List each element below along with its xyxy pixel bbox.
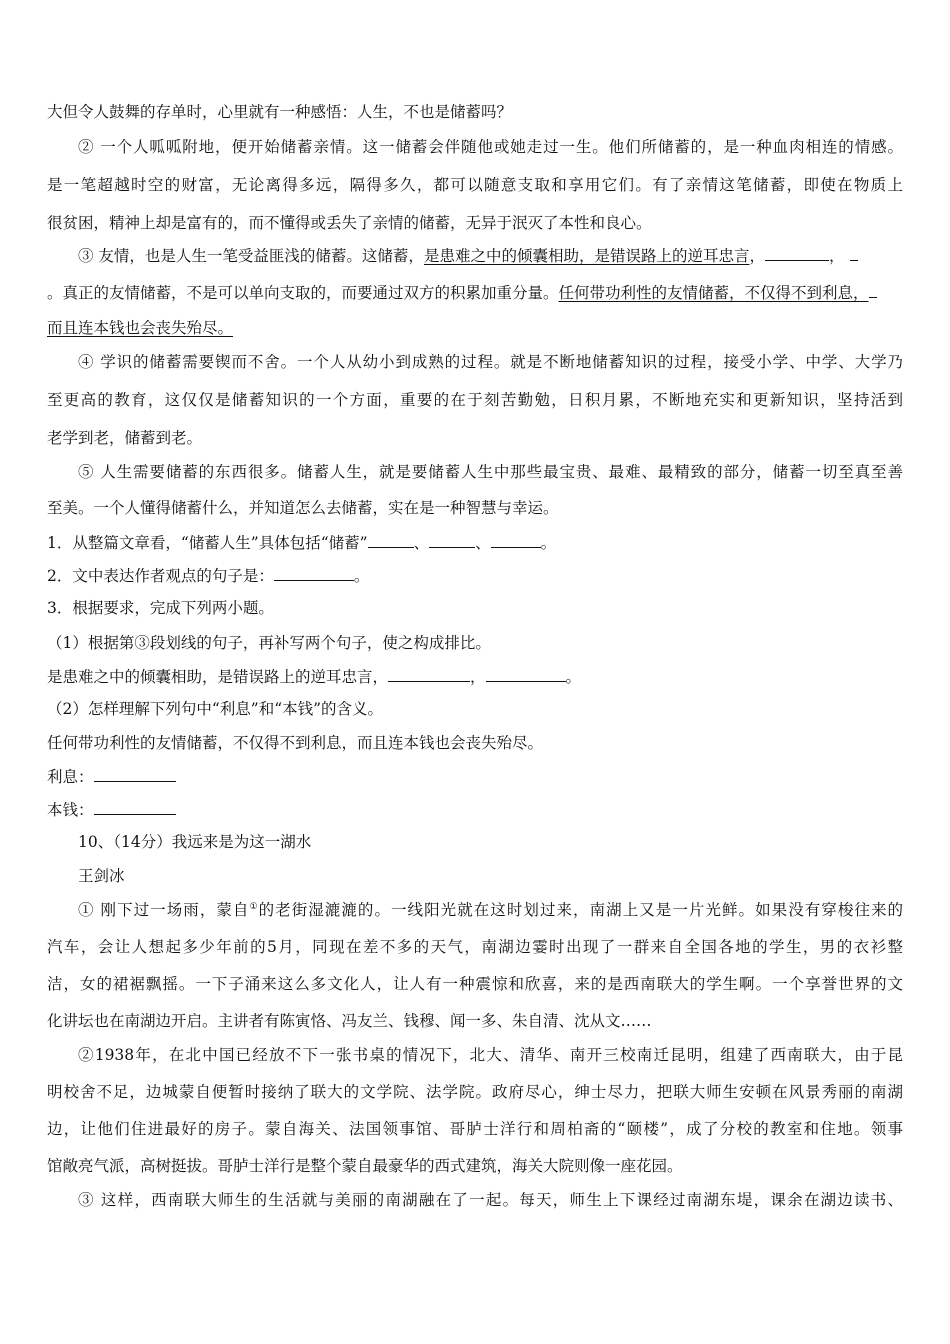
underlined-sentence: 是患难之中的倾囊相助，是错误路上的逆耳忠言 xyxy=(423,247,750,265)
author-name: 王剑冰 xyxy=(78,867,125,885)
answer-blank[interactable] xyxy=(429,532,475,548)
answer-blank[interactable] xyxy=(765,245,829,261)
answer-blank[interactable] xyxy=(491,532,541,548)
section-10-paragraph-3-line: ③ 这样，西南联大师生的生活就与美丽的南湖融在了一起。每天，师生上下课经过南湖东堤，课余在湖边读书、 xyxy=(78,1191,903,1209)
paragraph-4-line: ④ 学识的储蓄需要锲而不舍。一个人从幼小到成熟的过程。就是不断地储蓄知识的过程，接受小学、中学、大学乃 xyxy=(78,353,903,371)
benqian-answer-line: 本钱： xyxy=(47,799,176,820)
answer-blank[interactable] xyxy=(94,799,176,815)
section-10-paragraph-2-line: 边，让他们住进最好的房子。蒙自海关、法国领事馆、哥胪士洋行和周柏斋的“颐楼”，成了分校的教室和住地。领事 xyxy=(47,1120,903,1138)
text-line: 大但令人鼓舞的存单时，心里就有一种感悟：人生，不也是储蓄吗？ xyxy=(47,103,513,121)
paragraph-2-line: 很贫困，精神上却是富有的，而不懂得或丢失了亲情的储蓄，无异于泯灭了本性和良心。 xyxy=(47,214,652,232)
section-10-paragraph-1-line: 化讲坛也在南湖边开启。主讲者有陈寅恪、冯友兰、钱穆、闻一多、朱自清、沈从文…… xyxy=(47,1012,652,1030)
paragraph-3-line xyxy=(47,318,233,338)
question-3-1: （1）根据第③段划线的句子，再补写两个句子，使之构成排比。 xyxy=(47,634,491,652)
answer-blank[interactable] xyxy=(388,666,470,682)
paragraph-2-line: 是一笔超越时空的财富，无论离得多远，隔得多久，都可以随意支取和享用它们。有了亲情这笔储蓄，即使在物质上 xyxy=(47,176,903,194)
paragraph-4-line: 至更高的教育，这仅仅是储蓄知识的一个方面，重要的在于刻苦勤勉，日积月累，不断地充实和更新知识，坚持活到 xyxy=(47,391,903,409)
section-10-paragraph-1-line: 洁，女的裙裾飘摇。一下子涌来这么多文化人，让人有一种震惊和欣喜，来的是西南联大的学生啊。一个享誉世界的文 xyxy=(47,975,903,993)
section-10-paragraph-2-line: ②1938年，在北中国已经放不下一张书桌的情况下，北大、清华、南开三校南迁昆明，组建了西南联大，由于昆 xyxy=(78,1046,903,1064)
section-10-paragraph-1-line: 汽车，会让人想起多少年前的5月，同现在差不多的天气，南湖边霎时出现了一群来自全国各地的学生，男的衣衫整 xyxy=(47,938,903,956)
question-3-1-answer-line: 是患难之中的倾囊相助，是错误路上的逆耳忠言， ， 。 xyxy=(47,668,582,686)
paragraph-3-line: ③ 友情，也是人生一笔受益匪浅的储蓄。这储蓄，是患难之中的倾囊相助，是错误路上的逆耳忠言， ， xyxy=(78,245,903,266)
underlined-sentence: 任何带功利性的友情储蓄，不仅得不到利息， xyxy=(558,284,869,302)
question-3: 3．根据要求，完成下列两小题。 xyxy=(47,599,274,617)
lixi-answer-line: 利息： xyxy=(47,766,176,787)
question-3-2-sentence: 任何带功利性的友情储蓄，不仅得不到利息，而且连本钱也会丧失殆尽。 xyxy=(47,734,544,752)
question-3-2: （2）怎样理解下列句中“利息”和“本钱”的含义。 xyxy=(47,700,384,718)
paragraph-3-line: 。真正的友情储蓄，不是可以单向支取的，而要通过双方的积累加重分量。任何带功利性的友情储蓄，不仅得不到利息， xyxy=(47,282,877,303)
answer-blank[interactable] xyxy=(850,245,858,261)
answer-blank[interactable] xyxy=(368,532,414,548)
paragraph-2-line: ② 一个人呱呱附地，便开始储蓄亲情。这一储蓄会伴随他或她走过一生。他们所储蓄的，是一种血肉相连的情感。 xyxy=(78,138,903,156)
answer-blank[interactable] xyxy=(274,565,354,581)
section-10-paragraph-2-line: 馆敞亮气派，高树挺拔。哥胪士洋行是整个蒙自最豪华的西式建筑，海关大院则像一座花园。 xyxy=(47,1157,683,1175)
paragraph-5-line: ⑤ 人生需要储蓄的东西很多。储蓄人生，就是要储蓄人生中那些最宝贵、最难、最精致的部分，储蓄一切至真至善 xyxy=(78,463,903,481)
question-1: 1．从整篇文章看，“储蓄人生”具体包括“储蓄” 、 、 。 xyxy=(47,534,557,552)
section-10-heading: 10、（14分）我远来是为这一湖水 xyxy=(78,833,312,851)
section-10-paragraph-1-line: ① 刚下过一场雨，蒙自①的老街湿漉漉的。一线阳光就在这时划过来，南湖上又是一片光鲜。如果没有穿梭往来的 xyxy=(78,901,903,919)
underlined-sentence: 而且连本钱也会丧失殆尽。 xyxy=(47,319,234,337)
question-2: 2．文中表达作者观点的句子是： 。 xyxy=(47,567,370,585)
answer-blank[interactable] xyxy=(486,666,566,682)
section-10-paragraph-2-line: 明校舍不足，边城蒙自便暂时接纳了联大的文学院、法学院。政府尽心，绅士尽力，把联大师生安顿在风景秀丽的南湖 xyxy=(47,1083,903,1101)
footnote-marker: ① xyxy=(249,901,259,912)
paragraph-5-line: 至美。一个人懂得储蓄什么，并知道怎么去储蓄，实在是一种智慧与幸运。 xyxy=(47,499,559,517)
paragraph-4-line: 老学到老，储蓄到老。 xyxy=(47,429,203,447)
answer-blank[interactable] xyxy=(94,766,176,782)
